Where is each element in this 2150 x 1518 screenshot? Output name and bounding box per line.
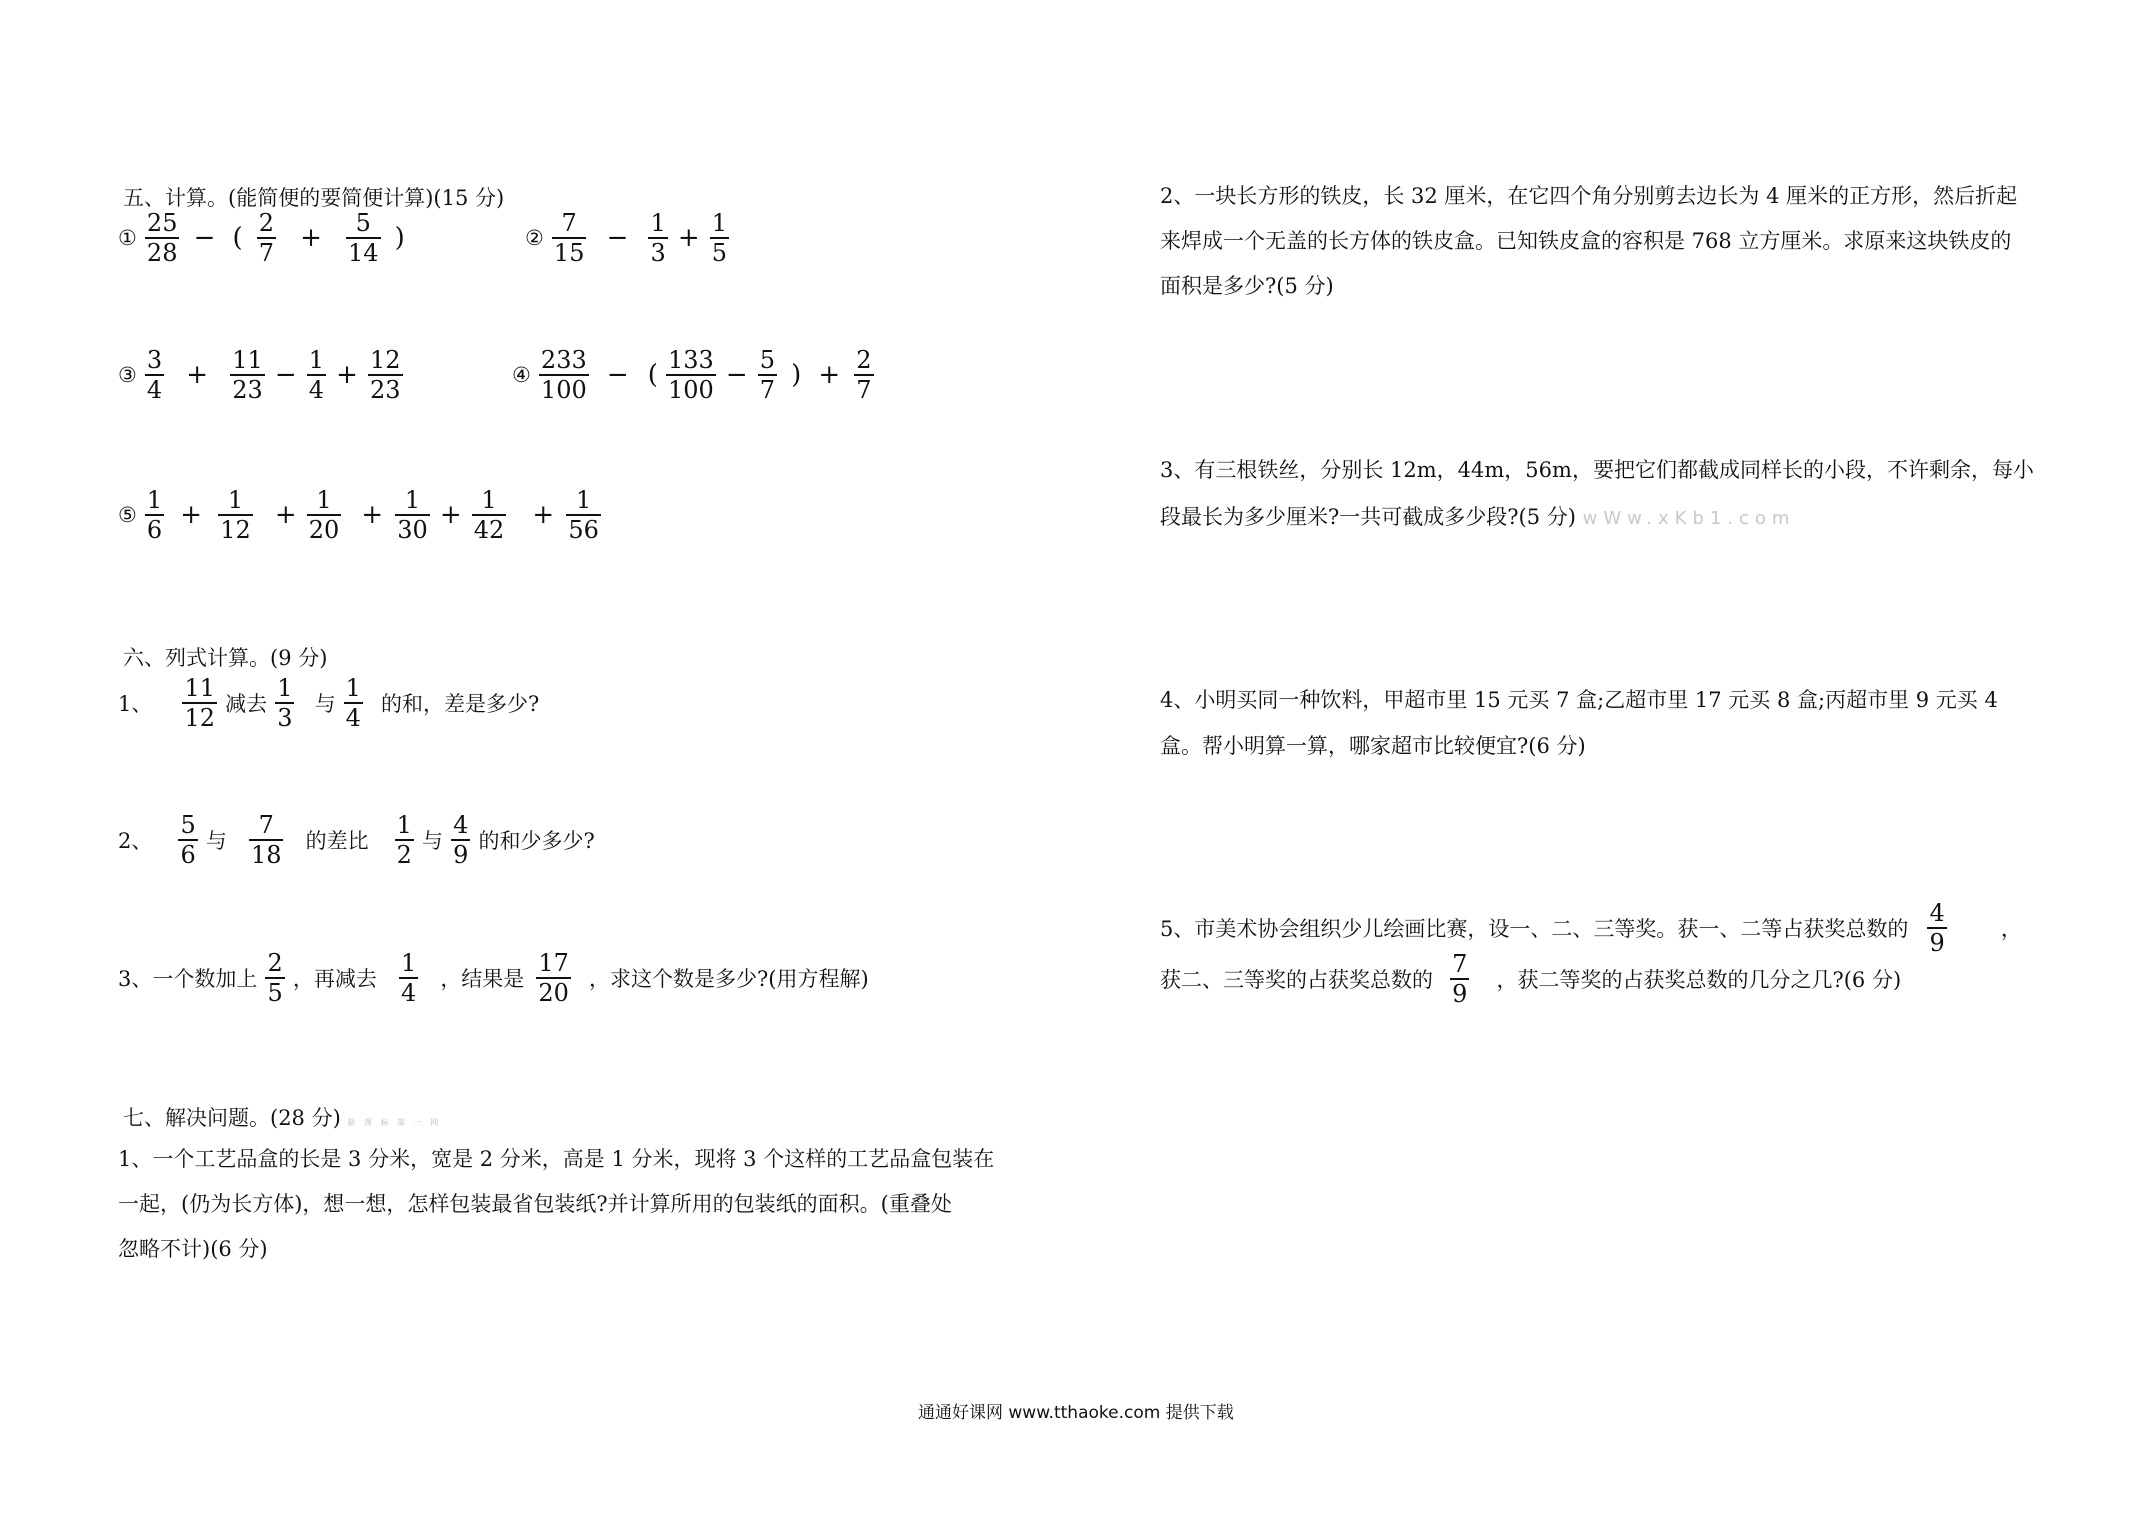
problem-number: ②: [525, 226, 544, 250]
question-text: ，求这个数是多少?(用方程解): [589, 967, 869, 991]
fraction: $\frac{25}{28}$: [146, 209, 178, 267]
problem-4-line-1: 4、小明买同一种饮料，甲超市里 15 元买 7 盒;乙超市里 17 元买 8 盒;丙超市里 9 元买 4: [1160, 688, 1998, 712]
question-text: 的差比: [305, 829, 369, 853]
fraction: $\frac{1}{56}$: [568, 486, 599, 544]
problem-5-line-1: [1160, 900, 2022, 956]
question-text: 的和少多少?: [478, 829, 595, 853]
fraction: $\frac{1}{4}$: [400, 949, 417, 1007]
fraction: $\frac{133}{100}$: [667, 346, 714, 404]
fraction: $\frac{7}{15}$: [553, 209, 585, 267]
fraction: $\frac{1}{12}$: [220, 486, 251, 544]
problem-number: ⑤: [118, 503, 137, 527]
problem-number: ③: [118, 363, 137, 387]
paren: ): [394, 223, 405, 253]
question-text: 与: [422, 829, 444, 853]
fraction: $\frac{1}{3}$: [650, 209, 666, 267]
fraction: $\frac{12}{23}$: [369, 346, 401, 404]
problem-2-line-3: 面积是多少?(5 分): [1160, 274, 1334, 298]
problem-3-line-1: 3、有三根铁丝，分别长 12m，44m，56m，要把它们都截成同样长的小段，不许剩余，每小: [1160, 458, 2034, 482]
fraction: $\frac{3}{4}$: [146, 346, 163, 404]
fraction: $\frac{5}{6}$: [180, 811, 196, 869]
fraction: $\frac{7}{18}$: [250, 811, 282, 869]
fraction: $\frac{1}{6}$: [146, 486, 163, 544]
operator: +: [532, 500, 555, 530]
section-6-heading: 六、列式计算。(9 分): [123, 646, 328, 670]
fraction: $\frac{1}{5}$: [711, 209, 727, 267]
operator: +: [336, 360, 358, 390]
question-number: 2、: [118, 829, 153, 853]
operator: −: [274, 360, 297, 390]
expression-question-3: [118, 950, 869, 1006]
question-text: 3、一个数加上: [118, 967, 258, 991]
question-number: 1、: [118, 692, 153, 716]
fraction: $\frac{1}{30}$: [397, 486, 428, 544]
watermark: wWw.xKb1.com: [1582, 508, 1796, 529]
fraction: $\frac{1}{4}$: [345, 674, 361, 732]
problem-4-line-2: 盒。帮小明算一算，哪家超市比较便宜?(6 分): [1160, 734, 1586, 758]
operator: −: [606, 360, 629, 390]
footer-credit: 通通好课网 www.tthaoke.com 提供下载: [918, 1403, 1234, 1423]
operator: −: [725, 360, 748, 390]
fraction: $\frac{233}{100}$: [540, 346, 587, 404]
fraction: $\frac{2}{5}$: [267, 949, 283, 1007]
operator: −: [606, 223, 629, 253]
paren: (: [232, 223, 243, 253]
paren: (: [647, 360, 658, 390]
fraction: $\frac{1}{20}$: [308, 486, 340, 544]
faint-mark: 新 课 标 第 一 网: [347, 1118, 442, 1127]
problem-text: ，获二等奖的占获奖总数的几分之几?(6 分): [1496, 968, 1902, 992]
fraction: $\frac{1}{42}$: [473, 486, 505, 544]
problem-text: 5、市美术协会组织少儿绘画比赛，设一、二、三等奖。获一、二等占获奖总数的: [1160, 917, 1909, 941]
operator: +: [274, 500, 297, 530]
operator: +: [186, 360, 209, 390]
operator: +: [818, 360, 841, 390]
calc-problem-5: [118, 487, 604, 543]
question-text: 与: [205, 829, 227, 853]
fraction: $\frac{7}{9}$: [1452, 950, 1468, 1008]
question-text: 的和，差是多少?: [381, 692, 540, 716]
operator: +: [300, 223, 322, 253]
calc-problem-3: [118, 347, 406, 403]
comma: ，: [2000, 917, 2022, 941]
question-text: 减去: [225, 692, 268, 716]
fraction: $\frac{2}{7}$: [856, 346, 872, 404]
expression-question-1: [118, 675, 539, 731]
calc-problem-4: [512, 347, 877, 403]
fraction: $\frac{17}{20}$: [538, 949, 569, 1007]
question-text: 与: [314, 692, 336, 716]
section-7-heading: 七、解决问题。(28 分) 新 课 标 第 一 网: [123, 1106, 442, 1130]
problem-2-line-2: 来焊成一个无盖的长方体的铁皮盒。已知铁皮盒的容积是 768 立方厘米。求原来这块铁皮的: [1160, 229, 2012, 253]
problem-5-line-2: [1160, 951, 1901, 1007]
fraction: $\frac{5}{14}$: [347, 209, 379, 267]
calc-problem-2: [525, 210, 732, 266]
problem-1-line-1: 1、一个工艺品盒的长是 3 分米，宽是 2 分米，高是 1 分米，现将 3 个这样的工艺品盒包装在: [118, 1147, 995, 1171]
problem-2-line-1: 2、一块长方形的铁皮，长 32 厘米，在它四个角分别剪去边长为 4 厘米的正方形，然后折起: [1160, 184, 2018, 208]
problem-1-line-2: 一起，(仍为长方体)，想一想，怎样包装最省包装纸?并计算所用的包装纸的面积。(重叠处: [118, 1192, 952, 1216]
fraction: $\frac{2}{7}$: [258, 209, 274, 267]
section-5-heading: 五、计算。(能简便的要简便计算)(15 分): [123, 186, 505, 210]
question-text: ，结果是: [440, 967, 525, 991]
problem-number: ④: [512, 363, 531, 387]
paren: ): [791, 360, 802, 390]
operator: +: [439, 500, 462, 530]
operator: −: [193, 223, 216, 253]
problem-3-line-2: 段最长为多少厘米?一共可截成多少段?(5 分) wWw.xKb1.com: [1160, 505, 1796, 529]
fraction: $\frac{1}{2}$: [396, 811, 412, 869]
fraction: $\frac{4}{9}$: [453, 811, 469, 869]
calc-problem-1: [118, 210, 411, 266]
fraction: $\frac{5}{7}$: [759, 346, 776, 404]
problem-1-line-3: 忽略不计)(6 分): [118, 1237, 268, 1261]
operator: +: [180, 500, 203, 530]
fraction: $\frac{11}{23}$: [232, 346, 263, 404]
problem-number: ①: [118, 226, 137, 250]
fraction: $\frac{11}{12}$: [184, 674, 216, 732]
fraction: $\frac{1}{3}$: [277, 674, 293, 732]
fraction: $\frac{4}{9}$: [1929, 899, 1945, 957]
question-text: ，再减去: [292, 967, 377, 991]
operator: +: [677, 223, 700, 253]
problem-text: 获二、三等奖的占获奖总数的: [1160, 968, 1433, 992]
fraction: $\frac{1}{4}$: [308, 346, 324, 404]
operator: +: [361, 500, 384, 530]
expression-question-2: [118, 812, 595, 868]
